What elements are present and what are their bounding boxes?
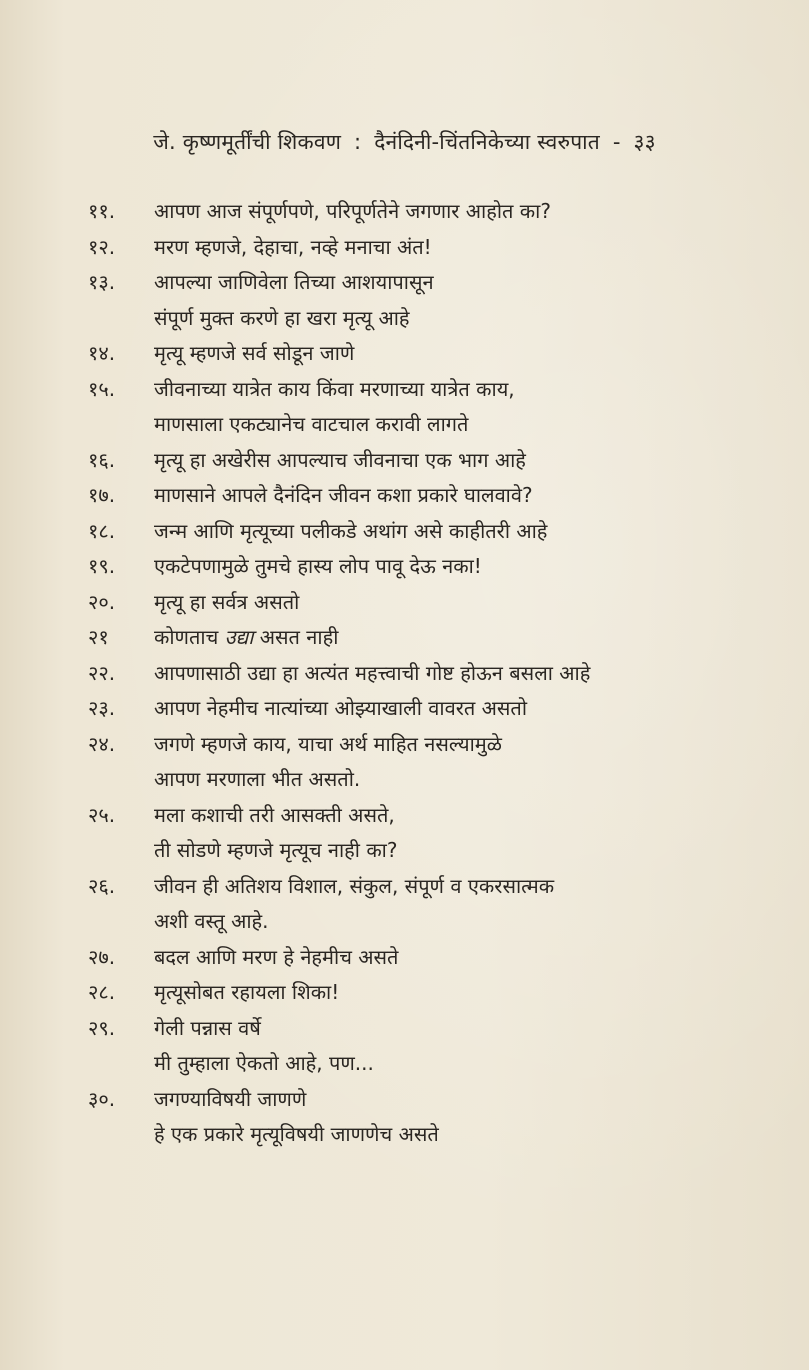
entry-text-segment: आपल्या जाणिवेला तिच्या आशयापासून — [154, 270, 434, 294]
entry-text — [154, 585, 778, 621]
entry-text-segment: मृत्यू हा सर्वत्र असतो — [154, 589, 300, 614]
entry-line — [154, 798, 778, 834]
contents-list — [88, 194, 778, 1153]
entry-text — [154, 230, 778, 266]
entry-number: १२. — [88, 234, 116, 259]
entry-text-segment: माणसाने आपले दैनंदिन जीवन कशा प्रकारे घालवावे? — [154, 483, 533, 507]
list-item — [88, 798, 778, 869]
entry-line — [154, 443, 778, 479]
entry-line — [154, 727, 778, 763]
entry-line — [154, 620, 778, 656]
entry-number: २९. — [88, 1015, 116, 1040]
entry-line — [154, 1011, 778, 1047]
header-subtitle: दैनंदिनी-चिंतनिकेच्या स्वरुपात — [374, 130, 600, 154]
entry-text-segment: मला कशाची तरी आसक्ती असते, — [154, 802, 395, 827]
entry-number: १५. — [88, 376, 116, 401]
entry-text — [154, 656, 778, 692]
entry-line — [154, 940, 778, 976]
entry-text-segment: जगण्याविषयी जाणणे — [154, 1086, 307, 1111]
entry-text — [154, 549, 778, 585]
entry-text — [154, 1082, 778, 1153]
entry-number: २८. — [88, 980, 116, 1004]
list-item — [88, 230, 778, 266]
entry-line — [154, 230, 778, 266]
list-item — [88, 336, 778, 372]
entry-text — [154, 514, 778, 550]
list-item — [88, 265, 778, 336]
entry-text — [154, 798, 778, 869]
header-title: जे. कृष्णमूर्तींची शिकवण — [153, 130, 342, 154]
entry-text — [154, 975, 778, 1011]
list-item — [88, 514, 778, 550]
entry-line — [154, 301, 778, 337]
entry-line — [154, 656, 778, 692]
entry-line — [154, 1117, 778, 1153]
list-item — [88, 1011, 778, 1082]
page-number: ३३ — [633, 130, 656, 154]
entry-text-segment: ती सोडणे म्हणजे मृत्यूच नाही का? — [154, 838, 398, 862]
entry-number: १८. — [88, 518, 116, 543]
list-item — [88, 478, 778, 514]
entry-number: ३०. — [88, 1086, 116, 1111]
list-item — [88, 549, 778, 585]
entry-text-segment: मृत्यूसोबत रहायला शिका! — [154, 980, 340, 1004]
list-item — [88, 194, 778, 230]
entry-line — [154, 904, 778, 940]
entry-number: २२. — [88, 660, 116, 685]
entry-text — [154, 691, 778, 727]
entry-text-segment: एकटेपणामुळे तुमचे हास्य लोप पावू देऊ नका! — [154, 554, 482, 578]
entry-line — [154, 514, 778, 550]
entry-text-segment: उद्या — [224, 625, 254, 649]
running-header — [0, 128, 809, 156]
entry-text-segment: आपणासाठी उद्या हा अत्यंत महत्त्वाची गोष्ट होऊन बसला आहे — [154, 660, 591, 685]
entry-number: १३. — [88, 270, 116, 294]
entry-line — [154, 265, 778, 301]
entry-text — [154, 443, 778, 479]
entry-text — [154, 869, 778, 940]
entry-line — [154, 478, 778, 514]
list-item — [88, 585, 778, 621]
entry-text-segment: कोणताच — [154, 625, 225, 649]
entry-line — [154, 1082, 778, 1118]
header-separator: : — [354, 130, 362, 154]
entry-text-segment: आपण आज संपूर्णपणे, परिपूर्णतेने जगणार आहोत का? — [154, 199, 551, 223]
list-item — [88, 620, 778, 656]
entry-text-segment: जीवन ही अतिशय विशाल, संकुल, संपूर्ण व एकरसात्मक — [154, 873, 555, 898]
list-item — [88, 727, 778, 798]
entry-text — [154, 336, 778, 372]
list-item — [88, 656, 778, 692]
entry-text-segment: हे एक प्रकारे मृत्यूविषयी जाणणेच असते — [154, 1122, 439, 1146]
entry-text-segment: मरण म्हणजे, देहाचा, नव्हे मनाचा अंत! — [154, 234, 432, 259]
list-item — [88, 443, 778, 479]
entry-line — [154, 691, 778, 727]
entry-number: २३. — [88, 696, 116, 720]
entry-text-segment: गेली पन्नास वर्षे — [154, 1015, 261, 1040]
entry-text-segment: जगणे म्हणजे काय, याचा अर्थ माहित नसल्यामुळे — [154, 731, 502, 756]
entry-line — [154, 869, 778, 905]
list-item — [88, 869, 778, 940]
list-item — [88, 691, 778, 727]
entry-line — [154, 336, 778, 372]
entry-text-segment: आपण मरणाला भीत असतो. — [154, 767, 361, 791]
entry-line — [154, 407, 778, 443]
entry-text-segment: आपण नेहमीच नात्यांच्या ओझ्याखाली वावरत असतो — [154, 696, 528, 720]
entry-number: १९. — [88, 554, 116, 578]
entry-line — [154, 975, 778, 1011]
entry-number: १४. — [88, 341, 116, 365]
entry-text — [154, 620, 778, 656]
entry-number: २५. — [88, 802, 116, 827]
entry-number: २७. — [88, 944, 116, 969]
entry-text — [154, 372, 778, 443]
entry-line — [154, 585, 778, 621]
entry-number: २४. — [88, 731, 116, 756]
entry-text — [154, 1011, 778, 1082]
list-item — [88, 940, 778, 976]
entry-text — [154, 727, 778, 798]
entry-line — [154, 762, 778, 798]
list-item — [88, 975, 778, 1011]
entry-text — [154, 265, 778, 336]
entry-text-segment: जन्म आणि मृत्यूच्या पलीकडे अथांग असे काहीतरी आहे — [154, 518, 548, 543]
entry-text-segment: बदल आणि मरण हे नेहमीच असते — [154, 944, 399, 969]
entry-text-segment: संपूर्ण मुक्त करणे हा खरा मृत्यू आहे — [154, 305, 410, 330]
entry-line — [154, 372, 778, 408]
entry-number: २६. — [88, 873, 116, 898]
entry-text-segment: मृत्यू म्हणजे सर्व सोडून जाणे — [154, 341, 355, 365]
entry-text — [154, 478, 778, 514]
entry-number: १६. — [88, 447, 116, 472]
entry-text-segment: माणसाला एकट्यानेच वाटचाल करावी लागते — [154, 412, 469, 436]
entry-number: २०. — [88, 589, 116, 614]
entry-text-segment: जीवनाच्या यात्रेत काय किंवा मरणाच्या यात्रेत काय, — [154, 376, 515, 401]
entry-number: २१ — [88, 625, 109, 649]
entry-number: १७. — [88, 483, 116, 507]
entry-number: ११. — [88, 199, 116, 223]
entry-line — [154, 194, 778, 230]
entry-text — [154, 940, 778, 976]
entry-line — [154, 833, 778, 869]
entry-text — [154, 194, 778, 230]
header-dash: - — [612, 130, 621, 154]
entry-text-segment: मी तुम्हाला ऐकतो आहे, पण... — [154, 1051, 374, 1075]
entry-text-segment: अशी वस्तू आहे. — [154, 909, 269, 933]
entry-text-segment: असत नाही — [253, 625, 339, 649]
entry-line — [154, 549, 778, 585]
list-item — [88, 1082, 778, 1153]
entry-text-segment: मृत्यू हा अखेरीस आपल्याच जीवनाचा एक भाग आहे — [154, 447, 526, 472]
entry-line — [154, 1046, 778, 1082]
list-item — [88, 372, 778, 443]
